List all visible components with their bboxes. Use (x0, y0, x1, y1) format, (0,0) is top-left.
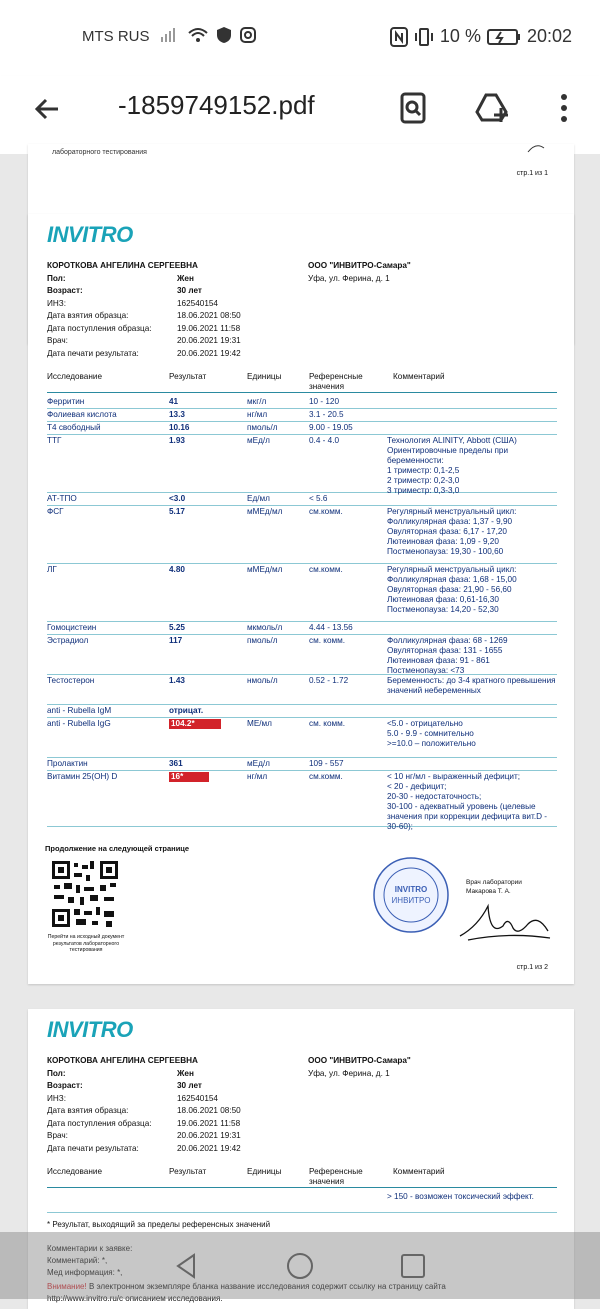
instagram-icon (239, 26, 257, 44)
clock: 20:02 (526, 26, 572, 46)
table-row (47, 422, 557, 435)
result-value: 117 (169, 636, 183, 645)
reference-range: см.комм. (309, 772, 343, 781)
doctor-name: Макарова Т. А. (466, 887, 511, 895)
info-label: Врач: (47, 1131, 68, 1140)
test-name: Ферритин (47, 397, 85, 406)
qr-caption: Перейти на исходный документ результатов лабораторного тестирования (47, 934, 125, 953)
reference-range: см.комм. (309, 507, 343, 516)
th-ref-p3: Референсные значения (309, 1167, 363, 1186)
comment: Фолликулярная фаза: 68 - 1269 Овуляторная фаза: 131 - 1655 Лютеиновая фаза: 91 - 861 Постменопауза: <73 (387, 636, 508, 675)
result-value: 104.2* (169, 719, 221, 729)
patient-info (47, 260, 567, 360)
doctor-block (466, 879, 522, 896)
page1-caption: лабораторного тестирования (52, 149, 147, 156)
units: мкмоль/л (247, 623, 283, 632)
result-value: 16* (169, 772, 209, 782)
units: МЕ/мл (247, 719, 272, 728)
info-label: Дата печати результата: (47, 348, 139, 358)
nfc-icon (390, 27, 408, 47)
table-row (47, 635, 557, 675)
info-row (47, 285, 567, 298)
lab-name: ООО "ИНВИТРО-Самара" (308, 261, 411, 270)
table-row (47, 675, 557, 705)
info-value: 30 лет (177, 286, 202, 295)
info-label: Врач: (47, 336, 68, 345)
info-value: 30 лет (177, 1081, 202, 1090)
info-value: Жен (177, 273, 194, 283)
result-value: 361 (169, 759, 183, 768)
warning-text-2: http://www.invitro.ru/с описанием исследования. (47, 1294, 223, 1303)
test-name: Тестостерон (47, 676, 95, 685)
info-row-p3 (47, 1130, 567, 1143)
info-row-p3 (47, 1105, 567, 1118)
page1-number: стр.1 из 1 (516, 170, 548, 177)
th-test-p3: Исследование (47, 1167, 103, 1176)
info-label: ИНЗ: (47, 1093, 67, 1103)
file-title: -1859749152.pdf (118, 90, 315, 120)
info-value: 162540154 (177, 1093, 218, 1103)
info-row-p3 (47, 1118, 567, 1131)
info-label: Дата поступления образца: (47, 323, 152, 333)
th-test: Исследование (47, 372, 103, 381)
test-name: Гомоцистеин (47, 623, 97, 632)
comment-continuation: > 150 - возможен токсический эффект. (387, 1192, 534, 1201)
units: мЕд/л (247, 436, 270, 445)
info-value: 19.06.2021 11:58 (177, 1118, 241, 1128)
result-value: 1.43 (169, 676, 185, 685)
info-row (47, 335, 567, 348)
test-name: Эстрадиол (47, 636, 89, 645)
info-value: 162540154 (177, 298, 218, 308)
nav-recents-icon[interactable] (398, 1251, 428, 1281)
lab-address: Уфа, ул. Ферина, д. 1 (308, 273, 390, 283)
table-row (47, 758, 557, 771)
comment: <5.0 - отрицательно 5.0 - 9.9 - сомнительно >=10.0 – положительно (387, 719, 476, 748)
battery-charging-icon (487, 28, 521, 46)
info-label: Возраст: (47, 1081, 83, 1090)
test-name: Пролактин (47, 759, 88, 768)
request-comments: Комментарии к заявке: (47, 1244, 133, 1253)
lab-stamp (371, 855, 451, 935)
th-result-p3: Результат (169, 1167, 207, 1176)
lab-info-p3 (308, 1055, 411, 1080)
invitro-logo-p3: INVITRO (47, 1017, 133, 1042)
doctor-signature (458, 896, 553, 946)
units: мЕд/л (247, 759, 270, 768)
reference-range: 0.52 - 1.72 (309, 676, 349, 685)
info-row (47, 310, 567, 323)
table-row (47, 435, 557, 493)
info-row (47, 323, 567, 336)
test-name: Т4 свободный (47, 423, 101, 432)
signature-fragment (526, 140, 546, 154)
th-ref: Референсные значения (309, 372, 363, 391)
more-vert-icon[interactable] (544, 88, 584, 128)
table-row (47, 718, 557, 758)
svg-text:INVITRO: INVITRO (394, 885, 428, 894)
add-to-drive-icon[interactable] (472, 88, 512, 128)
table-row (47, 564, 557, 622)
comment: < 10 нг/мл - выраженный дефицит; < 20 - дефицит; 20-30 - недостаточность; 30-100 - адекватный уровень (целевые значения при коррекции дефицита вит.D - 30-60); (387, 772, 548, 831)
info-label: Дата взятия образца: (47, 1106, 129, 1115)
nav-back-icon[interactable] (172, 1251, 202, 1281)
reference-range: 4.44 - 13.56 (309, 623, 353, 632)
info-label: Пол: (47, 1068, 66, 1078)
result-value: 10.16 (169, 423, 190, 432)
comment: Регулярный менструальный цикл: Фолликулярная фаза: 1,37 - 9,90 Овуляторная фаза: 6,17 - 17,20 Лютеиновая фаза: 1,09 - 9,20 Постменопауза: 19,30 - 100,60 (387, 507, 517, 556)
info-value: 20.06.2021 19:42 (177, 1143, 241, 1153)
med-info-line: Мед информация: *, (47, 1268, 123, 1277)
comment: Технология ALINITY, Abbott (США) Ориентировочные пределы при беременности: 1 триместр: 0,1-2,5 2 триместр: 0,2-3,0 3 триместр: 0,3-3,0 (387, 436, 517, 495)
table-row (47, 771, 557, 831)
units: мкг/л (247, 397, 267, 406)
info-value: Жен (177, 1068, 194, 1078)
result-value: 1.93 (169, 436, 185, 445)
reference-range: см. комм. (309, 636, 346, 645)
th-units-p3: Единицы (247, 1167, 282, 1176)
battery-percent: 10 % (439, 26, 481, 46)
info-row-p3 (47, 1068, 567, 1081)
warning-label: Внимание! (47, 1282, 87, 1291)
test-name: Фолиевая кислота (47, 410, 117, 419)
reference-range: см. комм. (309, 719, 346, 728)
info-row-p3 (47, 1080, 567, 1093)
warning-text: В электронном экземпляре бланка название исследования содержит ссылку на страницу сайта (88, 1282, 446, 1291)
test-name: ТТГ (47, 436, 62, 445)
table-row (47, 409, 557, 422)
th-units: Единицы (247, 372, 282, 381)
info-label: Дата поступления образца: (47, 1118, 152, 1128)
test-name: anti - Rubella IgM (47, 706, 112, 715)
info-value: 20.06.2021 19:31 (177, 336, 241, 345)
search-document-icon[interactable] (393, 88, 433, 128)
patient-name: КОРОТКОВА АНГЕЛИНА СЕРГЕЕВНА (47, 261, 198, 270)
patient-name-p3: КОРОТКОВА АНГЕЛИНА СЕРГЕЕВНА (47, 1056, 198, 1065)
page2-number: стр.1 из 2 (516, 964, 548, 971)
test-name: Витамин 25(OH) D (47, 772, 118, 781)
lab-address-p3: Уфа, ул. Ферина, д. 1 (308, 1068, 390, 1078)
units: мМЕд/мл (247, 507, 283, 516)
lab-info (308, 260, 411, 285)
units: нг/мл (247, 772, 268, 781)
reference-range: 10 - 120 (309, 397, 340, 406)
table-row (47, 705, 557, 718)
pdf-viewer[interactable] (0, 149, 600, 1303)
reference-range: 109 - 557 (309, 759, 344, 768)
result-value: 13.3 (169, 410, 185, 419)
info-label: Пол: (47, 273, 66, 283)
th-result: Результат (169, 372, 207, 381)
info-row (47, 298, 567, 311)
info-value: 18.06.2021 08:50 (177, 311, 241, 320)
reference-range: 0.4 - 4.0 (309, 436, 340, 445)
invitro-logo: INVITRO (47, 222, 133, 247)
result-value: 41 (169, 397, 179, 406)
signal-icon (160, 27, 180, 43)
lab-name-p3: ООО "ИНВИТРО-Самара" (308, 1056, 411, 1065)
table-header-p3 (47, 1167, 557, 1188)
units: Ед/мл (247, 494, 270, 503)
test-name: ФСГ (47, 507, 64, 516)
result-value: <3.0 (169, 494, 186, 503)
wifi-icon (187, 27, 209, 43)
result-value: 4.80 (169, 565, 185, 574)
reference-range: см.комм. (309, 565, 343, 574)
table-row (47, 396, 557, 409)
comment-line: Комментарий: *, (47, 1256, 108, 1265)
pdf-page-2 (28, 214, 574, 984)
carrier-label: MTS RUS (82, 28, 150, 45)
info-label: ИНЗ: (47, 298, 67, 308)
info-label: Дата взятия образца: (47, 311, 129, 320)
status-bar (0, 0, 600, 76)
info-row-p3 (47, 1093, 567, 1106)
result-value: 5.25 (169, 623, 185, 632)
info-value: 18.06.2021 08:50 (177, 1106, 241, 1115)
th-comment: Комментарий (393, 372, 445, 381)
info-row-p3 (47, 1143, 567, 1156)
results-table-p3 (47, 1191, 557, 1213)
info-label: Возраст: (47, 286, 83, 295)
table-row (47, 622, 557, 635)
shield-icon (216, 26, 232, 44)
android-nav-bar (0, 1232, 600, 1299)
reference-range: < 5.6 (309, 494, 328, 503)
test-name: ЛГ (47, 565, 57, 574)
units: нг/мл (247, 410, 268, 419)
table-row (47, 493, 557, 506)
test-name: АТ-ТПО (47, 494, 77, 503)
units: пмоль/л (247, 636, 278, 645)
info-label: Дата печати результата: (47, 1143, 139, 1153)
result-value: 5.17 (169, 507, 185, 516)
nav-home-icon[interactable] (285, 1251, 315, 1281)
units: мМЕд/мл (247, 565, 283, 574)
results-table (47, 396, 557, 831)
vibrate-icon (414, 27, 434, 47)
table-row (47, 506, 557, 564)
info-value: 20.06.2021 19:31 (177, 1131, 241, 1140)
th-comment-p3: Комментарий (393, 1167, 445, 1176)
footnote: * Результат, выходящий за пределы референсных значений (47, 1220, 271, 1229)
units: нмоль/л (247, 676, 278, 685)
info-row (47, 348, 567, 361)
doctor-title: Врач лаборатории (466, 879, 522, 886)
back-arrow-icon[interactable] (30, 91, 66, 127)
comment: Беременность: до 3-4 кратного превышения значений небеременных (387, 676, 556, 695)
qr-code-icon (50, 859, 120, 929)
test-name: anti - Rubella IgG (47, 719, 111, 728)
continue-note: Продолжение на следующей странице (45, 844, 190, 853)
table-header (47, 372, 557, 393)
reference-range: 9.00 - 19.05 (309, 423, 353, 432)
reference-range: 3.1 - 20.5 (309, 410, 344, 419)
info-value: 19.06.2021 11:58 (177, 323, 241, 333)
info-value: 20.06.2021 19:42 (177, 348, 241, 358)
info-row (47, 273, 567, 286)
comment: Регулярный менструальный цикл: Фолликулярная фаза: 1,68 - 15,00 Овуляторная фаза: 21,90 - 56,60 Лютеиновая фаза: 0,61-16,30 Постменопауза: 14,20 - 52,30 (387, 565, 517, 614)
units: пмоль/л (247, 423, 278, 432)
result-value: отрицат. (169, 706, 204, 715)
patient-info-p3 (47, 1055, 567, 1155)
stamp-text: ИНВИТРО (391, 896, 431, 905)
app-bar (0, 76, 600, 154)
